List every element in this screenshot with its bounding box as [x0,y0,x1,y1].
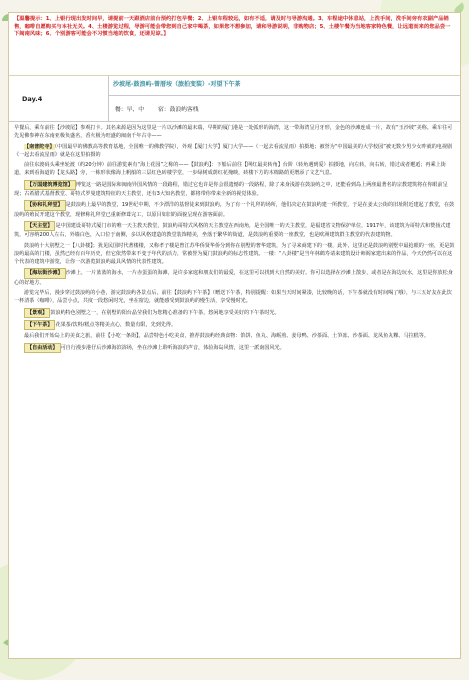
paragraph-text: 鼓浪屿特色别墅之一，在别墅的阳台晶莹我们为您精心准备的下午茶，悠闲地享受美好的下午茶时光。 [50,309,280,316]
highlight-tag: 【景观】 [24,308,50,318]
paragraph [14,320,455,330]
paragraph-text: （中国最早的佛教高等教育基地，全国唯一的佛教学院），外观【厦门大学】厦门大学——（一起去看流星雨）拍摄地；被誉为“中国最美的大学校园”被无数少男少女昨就的电视剧《一起去看流星雨》就是在这里拍摄的 [14,143,453,158]
paragraph [14,124,455,141]
highlight-tag: 【南普陀寺】 [24,143,55,150]
paragraph-text: 可自行漫步港仔后沙滩海滨浴场，坐在沙滩上聆听海浪的声音，体验海岛风情，这里一派南国风光。 [60,344,285,351]
day-info [109,76,460,121]
paragraph [14,221,455,240]
highlight-tag: 【海坛街沙滩】 [24,268,66,278]
paragraph-text: 游览完毕后，漫步穿过鼓浪屿的小巷，游完鼓浪屿各景点后，前往【鼓浪屿下午茶】（赠送下午茶，特别提醒：如果当天时间紧凑，比较晚的话，下午茶就没有时间喝了哦），与三五好友在此饮一杯清茶（咖啡），品尝小点，共度一段悠闲时光，坐在窗边，就能感受到鼓浪屿的慢生活，享受慢时光。 [14,290,452,305]
paragraph-text: 早餐后，乘车前往【沙坡尾】参观打卡。其名来源是因为这里是一片以沙滩的最末端，早期的厦门港是一处弧形的海湾，这一带海湾呈月牙形，金色的沙滩连成一片，故有“玉沙坡”美称。乘车往可先见佛参神在东南亚极负盛名，香火极为旺盛的闽南千年古寺—— [14,125,453,140]
paragraph [14,161,455,178]
paragraph [14,308,455,318]
paragraph-text: 最后我们开始岛上的美食之旅，前往【小吃一条街】，品尝特色小吃美食，推荐鼓浪屿经典食物：馅饼、鱼丸、海蛎煎、姜母鸭、沙茶面、土笋冻、沙茶面、龙凤鱼丸粿、马拉糕等。 [24,333,429,340]
paragraph [14,332,455,340]
paragraph-text: 鼓浪屿十大别墅之一【八卦楼】；犹见民国时代著楼楼，又称孝子楼是曾江苏华侨贤华侨分到你在别墅的奢华建筑，为了寻来商建下的一楼，此外，这里还是鼓浪屿别墅中最抢眼的一座，更是鼓浪屿最高的门楼，虽然已经有百年历史，但它依然带来不变于年代的活力，常被誉为厦门鼓浪屿的标志性建筑。一楼：“八卦楼”是当年林鹤寿请来建筑设计师阁家建出来的作品，今天仍然可以在这个代表的建筑中游览，让你一次游览鼓浪屿最具风情的代表性建筑。 [14,242,455,266]
paragraph-text: 沙滩上，一片蓝蓝的海水，一片赤蛋蛋的海滩，是许多家庭和朋友们的最爱，在这里可以找到大自然的美好。你可以选择在沙滩上散步，或者是在海边玩水，这里是你放松身心的好地方。 [14,270,453,286]
paragraph [14,268,455,287]
paragraph [14,200,455,219]
paragraph-text: 博览这一路是国际和闽南异国风情的一段路程，错过它也许是你会很遗憾的一段路程，除了来身浅游在鼓浪屿之中，还能看到岛上两座最著名的宗教建筑将在你眼前呈现；古希腊式基督教堂、哥特式罗曼建筑特征的天主教堂，还有3大知名教堂，都将带你带来全新的视觉体验。 [14,181,448,198]
highlight-tag: 【自由活动】 [24,343,61,353]
paragraph-text: 是鼓浪屿上最早的教堂，19世纪中期，不少漂洋的基督徒来到鼓浪屿，为了有一个礼拜的场所，他们决定在鼓浪屿建一所教堂，于是在姜太公街的旧址附近建起了教堂，在鼓浪屿的殖民开建这个教堂，现修称礼拜堂已重新修葺完工，以原目如旧的面貌呈现在游客面前。 [14,202,455,218]
day-header [9,76,460,122]
day-label: Day.4 [9,76,109,121]
meals-row [109,96,460,121]
highlight-tag: 【下午茶】 [24,320,55,330]
warm-notice: 【温馨提示：1、上银行现出发时间早，请提前一天跟酒店前台预约打包早餐；2、上银车程较远，如有不适，请及时与导游沟通。3、车程途中休息站，上洗手间，洗手间旁有农副产品销售，咖啡自愿购买与本社无关。4、土楼游览过程，导游可能会带您到自己家中喝茶，如果您不想参加，请和导游说明，非购物店；5、土楼午餐为当地客家特色餐，让远道而来的您品尝一下闽南风味；6、个别游客可能会不习惯当地的饮食，还请见谅。】 [9,13,460,76]
paragraph-text: 是中国建设哥特式厦门市的唯一天主教天教堂，鼓浪屿哥特式风格的天主教堂在西南角，是全国唯一的天主教堂，是福建省文物保护单位，1917年，该建筑为哥特式和赞扬式建筑，可容纳200人左右，外墙白色，入口位于南侧，多以风格建造的教堂装饰精美，坐落于繁华的街道，是鼓浪屿重要的一座教堂，也是欧洲建筑群主教堂的代表建筑物。 [14,222,451,239]
paragraph [14,242,455,267]
route-title: 沙坡尾-鼓浪屿-曾厝垵（旅拍变装）-对望下午茶 [109,76,460,96]
highlight-tag: 【天主堂】 [24,221,55,231]
highlight-tag: 【协和礼拜堂】 [24,200,66,210]
paragraph-text: 花果茶/饮料/糕点等精美点心，数量有限，先到先得。 [55,321,177,328]
paragraph [14,343,455,353]
meals-label: 餐：早、中 [115,107,144,113]
itinerary-page [8,12,461,659]
highlight-tag: 【万国建筑博览馆】 [24,180,76,190]
paragraph-text: 前往东渡码头乘坐轮渡（约20分钟）前往游览素有“海上花园”之称的——【鼓浪屿】：下船后前往【网红最美转角】台阶（转角遇到爱）拍摄地，向左转，向右转，错过或者邂逅；再乘上街道，来到看海道的【龙头路】旁，一栋形状像海上帆船的三层红色砖楼学堂，一步绿树成荫红花掩映，砖楼下方的木棉路荫更增添了文艺气息。 [14,162,446,177]
paragraph [14,180,455,199]
paragraph [14,143,455,160]
paragraph [14,289,455,306]
hotel-label: 宿：鼓浪屿客栈 [158,107,199,113]
itinerary-content [9,122,460,357]
